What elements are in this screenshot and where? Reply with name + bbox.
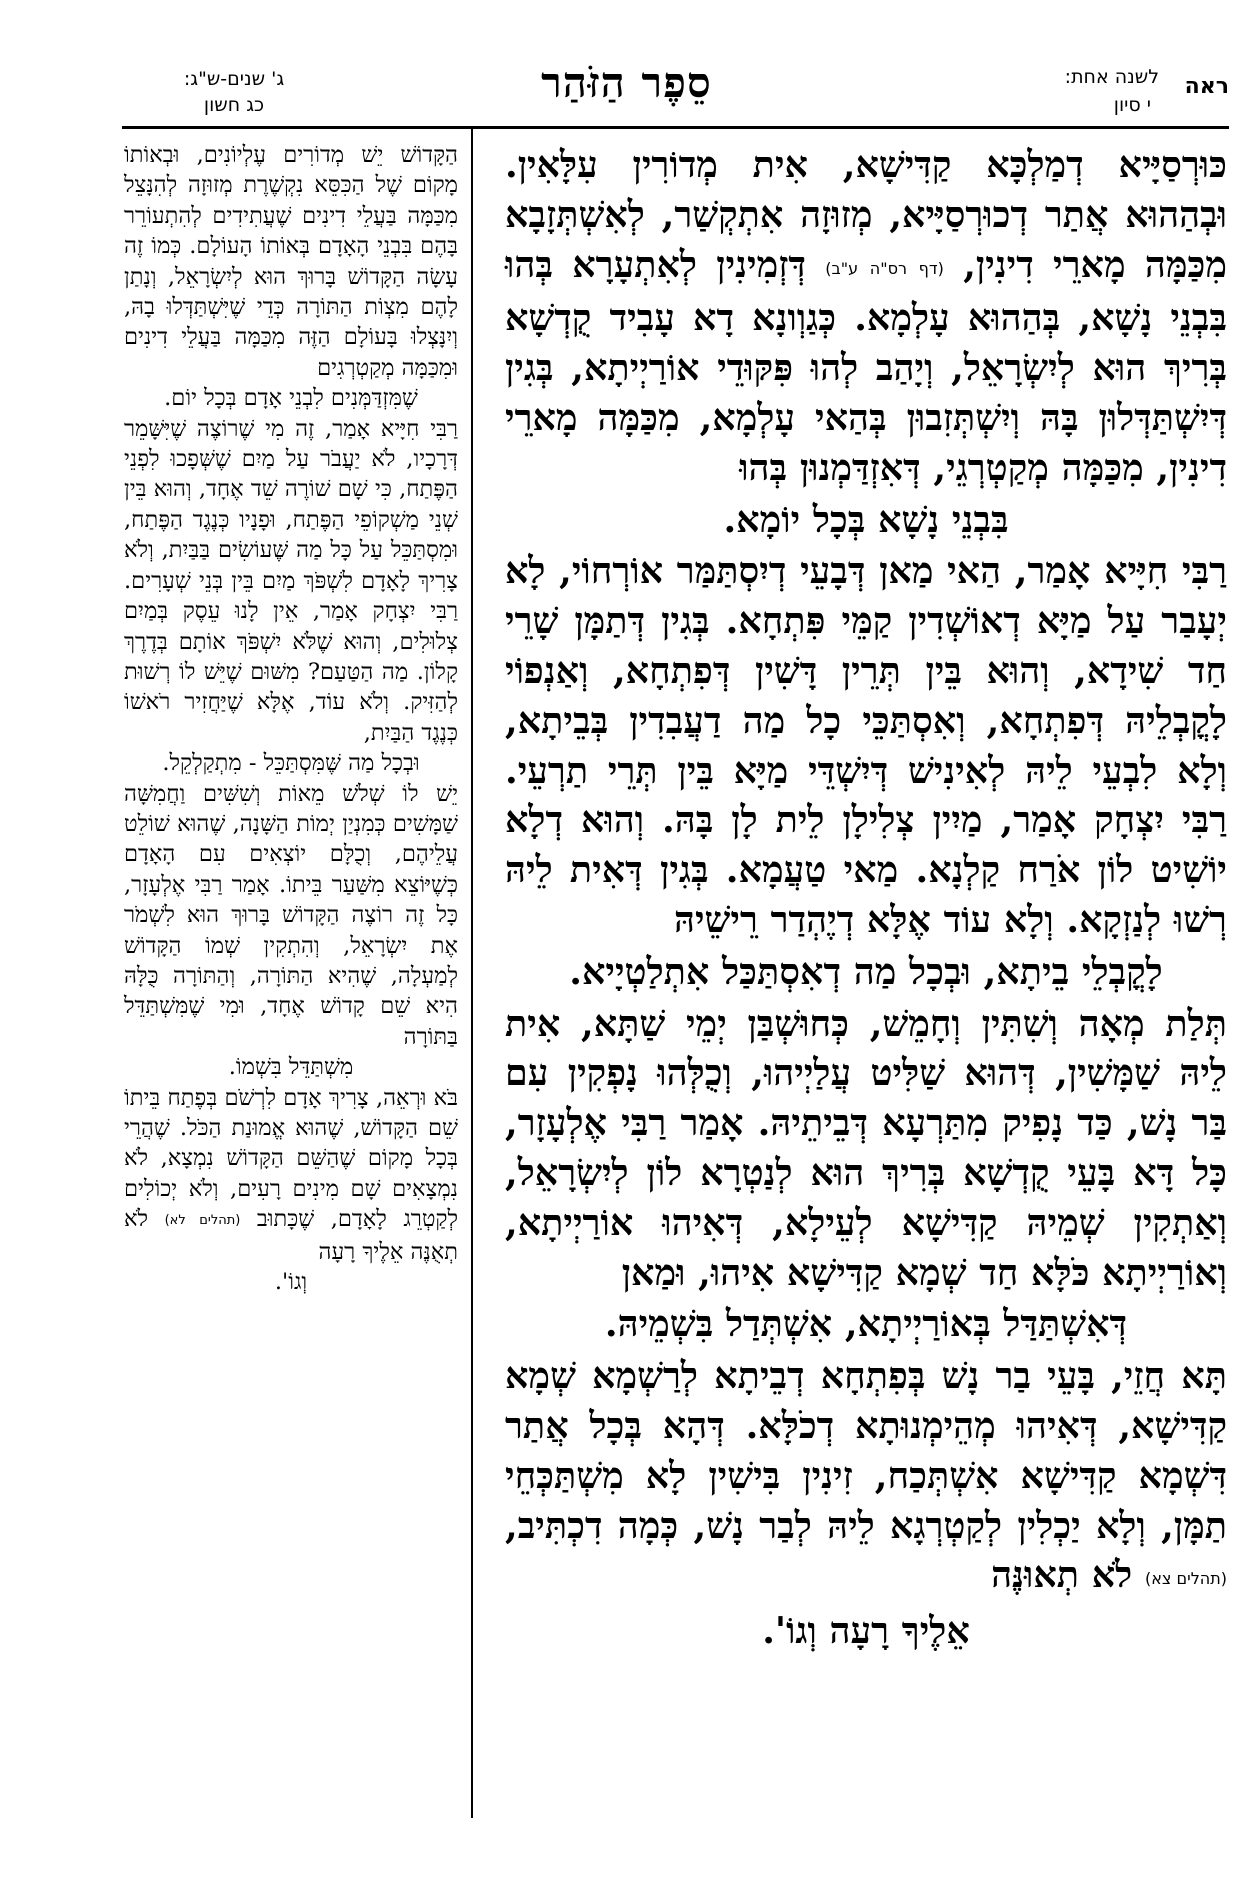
column-divider: [471, 128, 473, 1818]
parsha-name: ראה: [1184, 74, 1229, 99]
main-paragraph-3-end: דְּאִשְׁתַּדַּל בְּאוֹרַיְיתָא, אִשְׁתְּדַל בִּשְׁמֵיהּ.: [604, 1302, 1128, 1346]
main-paragraph-2-end: לָקֳבְלֵי בֵיתָא, וּבְכָל מַה דְאִסְתַּכַּל אִתְלַטְיָיא.: [569, 949, 1163, 993]
cycle-label: ג' שנים-ש"ג:: [183, 68, 285, 90]
main-paragraph-4-end: אֵלֶיךָ רָעָה וְגוֹ'.: [762, 1609, 970, 1653]
translation-psalms-reference: (תהלים לא): [164, 1213, 241, 1229]
translation-paragraph-1-end: שֶׁמִּזְדַּמְּנִים לִבְנֵי אָדָם בְּכָל יוֹם.: [164, 385, 418, 412]
header-rule: [122, 126, 1229, 129]
translation-paragraph-3: יֵשׁ לוֹ שְׁלֹשׁ מֵאוֹת וְשִׁשִּׁים וַחֲמִשָּׁה שַׁמָּשִׁים כְּמִנְיַן יְמוֹת הַשָּׁנָה, שֶׁהוּא שׁוֹלֵט עֲלֵיהֶם, וְכֻלָּם יוֹצְאִים עִם הָאָדָם כְּשֶׁיּוֹצֵא מִשַּׁעַר בֵּיתוֹ. אָמַר רַבִּי אֶלְעָזָר, כָּל זֶה רוֹצֶה הַקָּדוֹשׁ בָּרוּךְ הוּא לִשְׁמֹר אֶת יִשְׂרָאֵל, וְהִתְקִין שְׁמוֹ הַקָּדוֹשׁ לְמַעְלָה, שֶׁהִיא הַתּוֹרָה, וְהַתּוֹרָה כֻּלָּהּ הִיא שֵׁם קָדוֹשׁ אֶחָד, וּמִי שֶׁמִּשְׁתַּדֵּל בַּתּוֹרָה: [124, 780, 458, 1050]
translation-paragraph-4-end: וְגוֹ'.: [274, 1269, 308, 1296]
folio-reference: (דף רס"ה ע"ב): [825, 258, 944, 278]
page-title: סֵפֶר הַזֹּהַר: [541, 58, 712, 107]
translation-paragraph-1: הַקָּדוֹשׁ יֵשׁ מְדוֹרִים עֶלְיוֹנִים, וּבְאוֹתוֹ מָקוֹם שֶׁל הַכִּסֵּא נִקְשֶׁרֶת מְזוּזָה לְהִנָּצֵל מִכַּמָּה בַּעֲלֵי דִינִים שֶׁעֲתִידִים לְהִתְעוֹרֵר בָּהֶם בִּבְנֵי הָאָדָם בְּאוֹתוֹ הָעוֹלָם. כְּמוֹ זֶה עָשָׂה הַקָּדוֹשׁ בָּרוּךְ הוּא לְיִשְׂרָאֵל, וְנָתַן לָהֶם מִצְוֹת הַתּוֹרָה כְּדֵי שֶׁיִּשְׁתַּדְּלוּ בָהּ, וְיִנָּצְלוּ בָּעוֹלָם הַזֶּה מִכַּמָּה בַּעֲלֵי דִינִים וּמִכַּמָּה מְקַטְרְגִים: [124, 142, 458, 381]
main-paragraph-2: רַבִּי חִיָּיא אָמַר, הַאי מַאן דְּבָעֵי דְיִסְתַּמַּר אוֹרְחוֹי, לָא יְעָבַר עַל מַיָּא דְאוֹשְׁדִין קַמֵּי פִּתְחָא. בְּגִין דְּתַמָּן שָׁרֵי חַד שִׁידָא, וְהוּא בֵּין תְּרֵין דָּשִׁין דְּפִתְחָא, וְאַנְפוֹי לָקֳבְלֵיהּ דְּפִתְחָא, וְאִסְתַּכֵּי כָל מַה דַעֲבִדִין בְּבֵיתָא, וְלָא לִבְעֵי לֵיהּ לְאִינִישׁ דְּיִשְׁדֵּי מַיָּא בֵּין תְּרֵי תַרְעֵי. רַבִּי יִצְחָק אָמַר, מַיִין צְלִילָן לֵית לָן בָּהּ. וְהוּא דְלָא יוֹשִׁיט לוֹן אֹרַח קַלְנָא. מַאי טַעֲמָא. בְּגִין דְּאִית לֵיהּ רְשׁוּ לְנַזְקָא. וְלָא עוֹד אֶלָּא דְיֶהְדַר רֵישֵׁיהּ: [505, 549, 1227, 941]
aramaic-column: [505, 140, 1227, 1656]
psalms-reference: (תהלים צא): [1144, 1569, 1227, 1589]
translation-paragraph-3-end: מִשְׁתַּדֵּל בִּשְׁמוֹ.: [228, 1054, 354, 1081]
translation-paragraph-2: רַבִּי חִיָּיא אָמַר, זֶה מִי שֶׁרוֹצֶה שֶׁיִּשָּׁמֵר דְּרָכָיו, לֹא יַעֲבֹר עַל מַיִם שֶׁשְּׁפָכוּ לִפְנֵי הַפֶּתַח, כִּי שָׁם שׁוֹרֶה שֵׁד אֶחָד, וְהוּא בֵּין שְׁנֵי מַשְׁקוֹפֵי הַפֶּתַח, וּפָנָיו כְּנֶגֶד הַפֶּתַח, וּמִסְתַּכֵּל עַל כָּל מַה שֶּׁעוֹשִׂים בַּבַּיִת, וְלֹא צָרִיךְ לָאָדָם לִשְׁפֹּךְ מַיִם בֵּין בְּנֵי שְׁעָרִים. רַבִּי יִצְחָק אָמַר, אֵין לָנוּ עֵסֶק בְּמַיִם צְלוּלִים, וְהוּא שֶׁלֹּא יִשְׁפֹּךְ אוֹתָם בְּדֶרֶךְ קָלוֹן. מַה הַטַּעַם? מִשּׁוּם שֶׁיֵּשׁ לוֹ רְשׁוּת לְהַזִּיק. וְלֹא עוֹד, אֶלָּא שֶׁיַּחֲזִיר רֹאשׁוֹ כְּנֶגֶד הַבַּיִת,: [124, 415, 458, 746]
main-paragraph-1: כּוּרְסַיָּיא דְמַלְכָּא קַדִּישָׁא, אִית מְדוֹרִין עִלָּאִין. וּבְהַהוּא אֲתַר דְכוּרְסַיָּיא, מְזוּזָה אִתְקְשַׁר, לְאִשְׁתְּזָבָא מִכַּמָּה מָארֵי דִינִין, (דף רס"ה ע"ב) דְּזְמִינִין לְאִתְעָרָא בְּהוּ בִּבְנֵי נָשָׁא, בְּהַהוּא עָלְמָא. כְּגַוְונָא דָא עָבִיד קֻדְשָׁא בְּרִיךְ הוּא לְיִשְׂרָאֵל, וְיָהַב לְהוּ פִּקּוּדֵי אוֹרַיְיתָא, בְּגִין דְּיִשְׁתַּדְּלוּן בָּהּ וְיִשְׁתְּזִבוּן בְּהַאי עָלְמָא, מִכַּמָּה מָארֵי דִינִין, מִכַּמָּה מְקַטְרְגֵי, דְּאִזְדַּמְנוּן בְּהוּ: [505, 143, 1228, 489]
translation-paragraph-2-end: וּבְכָל מַה שֶּׁמִּסְתַּכֵּל - מִתְקַלְקֵל.: [162, 750, 420, 777]
study-date: י סיון: [1113, 94, 1151, 116]
main-paragraph-3: תְּלַת מְאָה וְשִׁתִּין וְחָמֵשׁ, כְּחוּשְׁבַּן יְמֵי שַׁתָּא, אִית לֵיהּ שַׁמָּשִׁין, דְּהוּא שַׁלִּיט עֲלַיְיהוּ, וְכֻלְּהוּ נָפְקִין עִם בַּר נָשׁ, כַּד נָפִיק מִתַּרְעָא דְּבֵיתֵיהּ. אָמַר רַבִּי אֶלְעָזָר, כָּל דָּא בָּעֵי קֻדְשָׁא בְּרִיךְ הוּא לְנַטְרָא לוֹן לְיִשְׂרָאֵל, וְאַתְקִין שְׁמֵיהּ קַדִּישָׁא לְעֵילָא, דְּאִיהוּ אוֹרַיְיתָא, וְאוֹרַיְיתָא כֹּלָּא חַד שְׁמָא קַדִּישָׁא אִיהוּ, וּמַאן: [505, 1001, 1227, 1294]
cycle-date: כג חשון: [203, 94, 265, 116]
hebrew-translation-column: [124, 140, 458, 1297]
year-label: לשנה אחת:: [1064, 66, 1159, 88]
translation-paragraph-4: בֹּא וּרְאֵה, צָרִיךְ אָדָם לִרְשֹׁם בְּפֶתַח בֵּיתוֹ שֵׁם הַקָּדוֹשׁ, שֶׁהוּא אֱמוּנַת הַכֹּל. שֶׁהֲרֵי בְּכָל מָקוֹם שֶׁהַשֵּׁם הַקָּדוֹשׁ נִמְצָא, לֹא נִמְצָאִים שָׁם מִינִים רָעִים, וְלֹא יְכוֹלִים לְקַטְרֵג לָאָדָם, שֶׁכָּתוּב (תהלים לא) לֹא תְאֻנֶּה אֵלֶיךָ רָעָה: [124, 1084, 458, 1265]
header-left: [124, 66, 344, 118]
main-paragraph-4: תָּא חֲזֵי, בָּעֵי בַר נָשׁ בְּפִתְחָא דְבֵיתָא לְרַשְׁמָא שְׁמָא קַדִּישָׁא, דְּאִיהוּ מְהֵימְנוּתָא דְכֹלָּא. דְּהָא בְּכָל אֲתַר דִּשְׁמָא קַדִּישָׁא אִשְׁתְּכַח, זִינִין בִּישִׁין לָא מִשְׁתַּכְּחֵי תַמָּן, וְלָא יַכְלִין לְקַטְרְגָא לֵיהּ לְבַר נָשׁ, כְּמָה דִכְתִּיב, (תהלים צא) לֹא תְאוּנֶּה: [505, 1354, 1227, 1597]
main-paragraph-1-end: בִּבְנֵי נָשָׁא בְּכָל יוֹמָא.: [723, 497, 1009, 541]
